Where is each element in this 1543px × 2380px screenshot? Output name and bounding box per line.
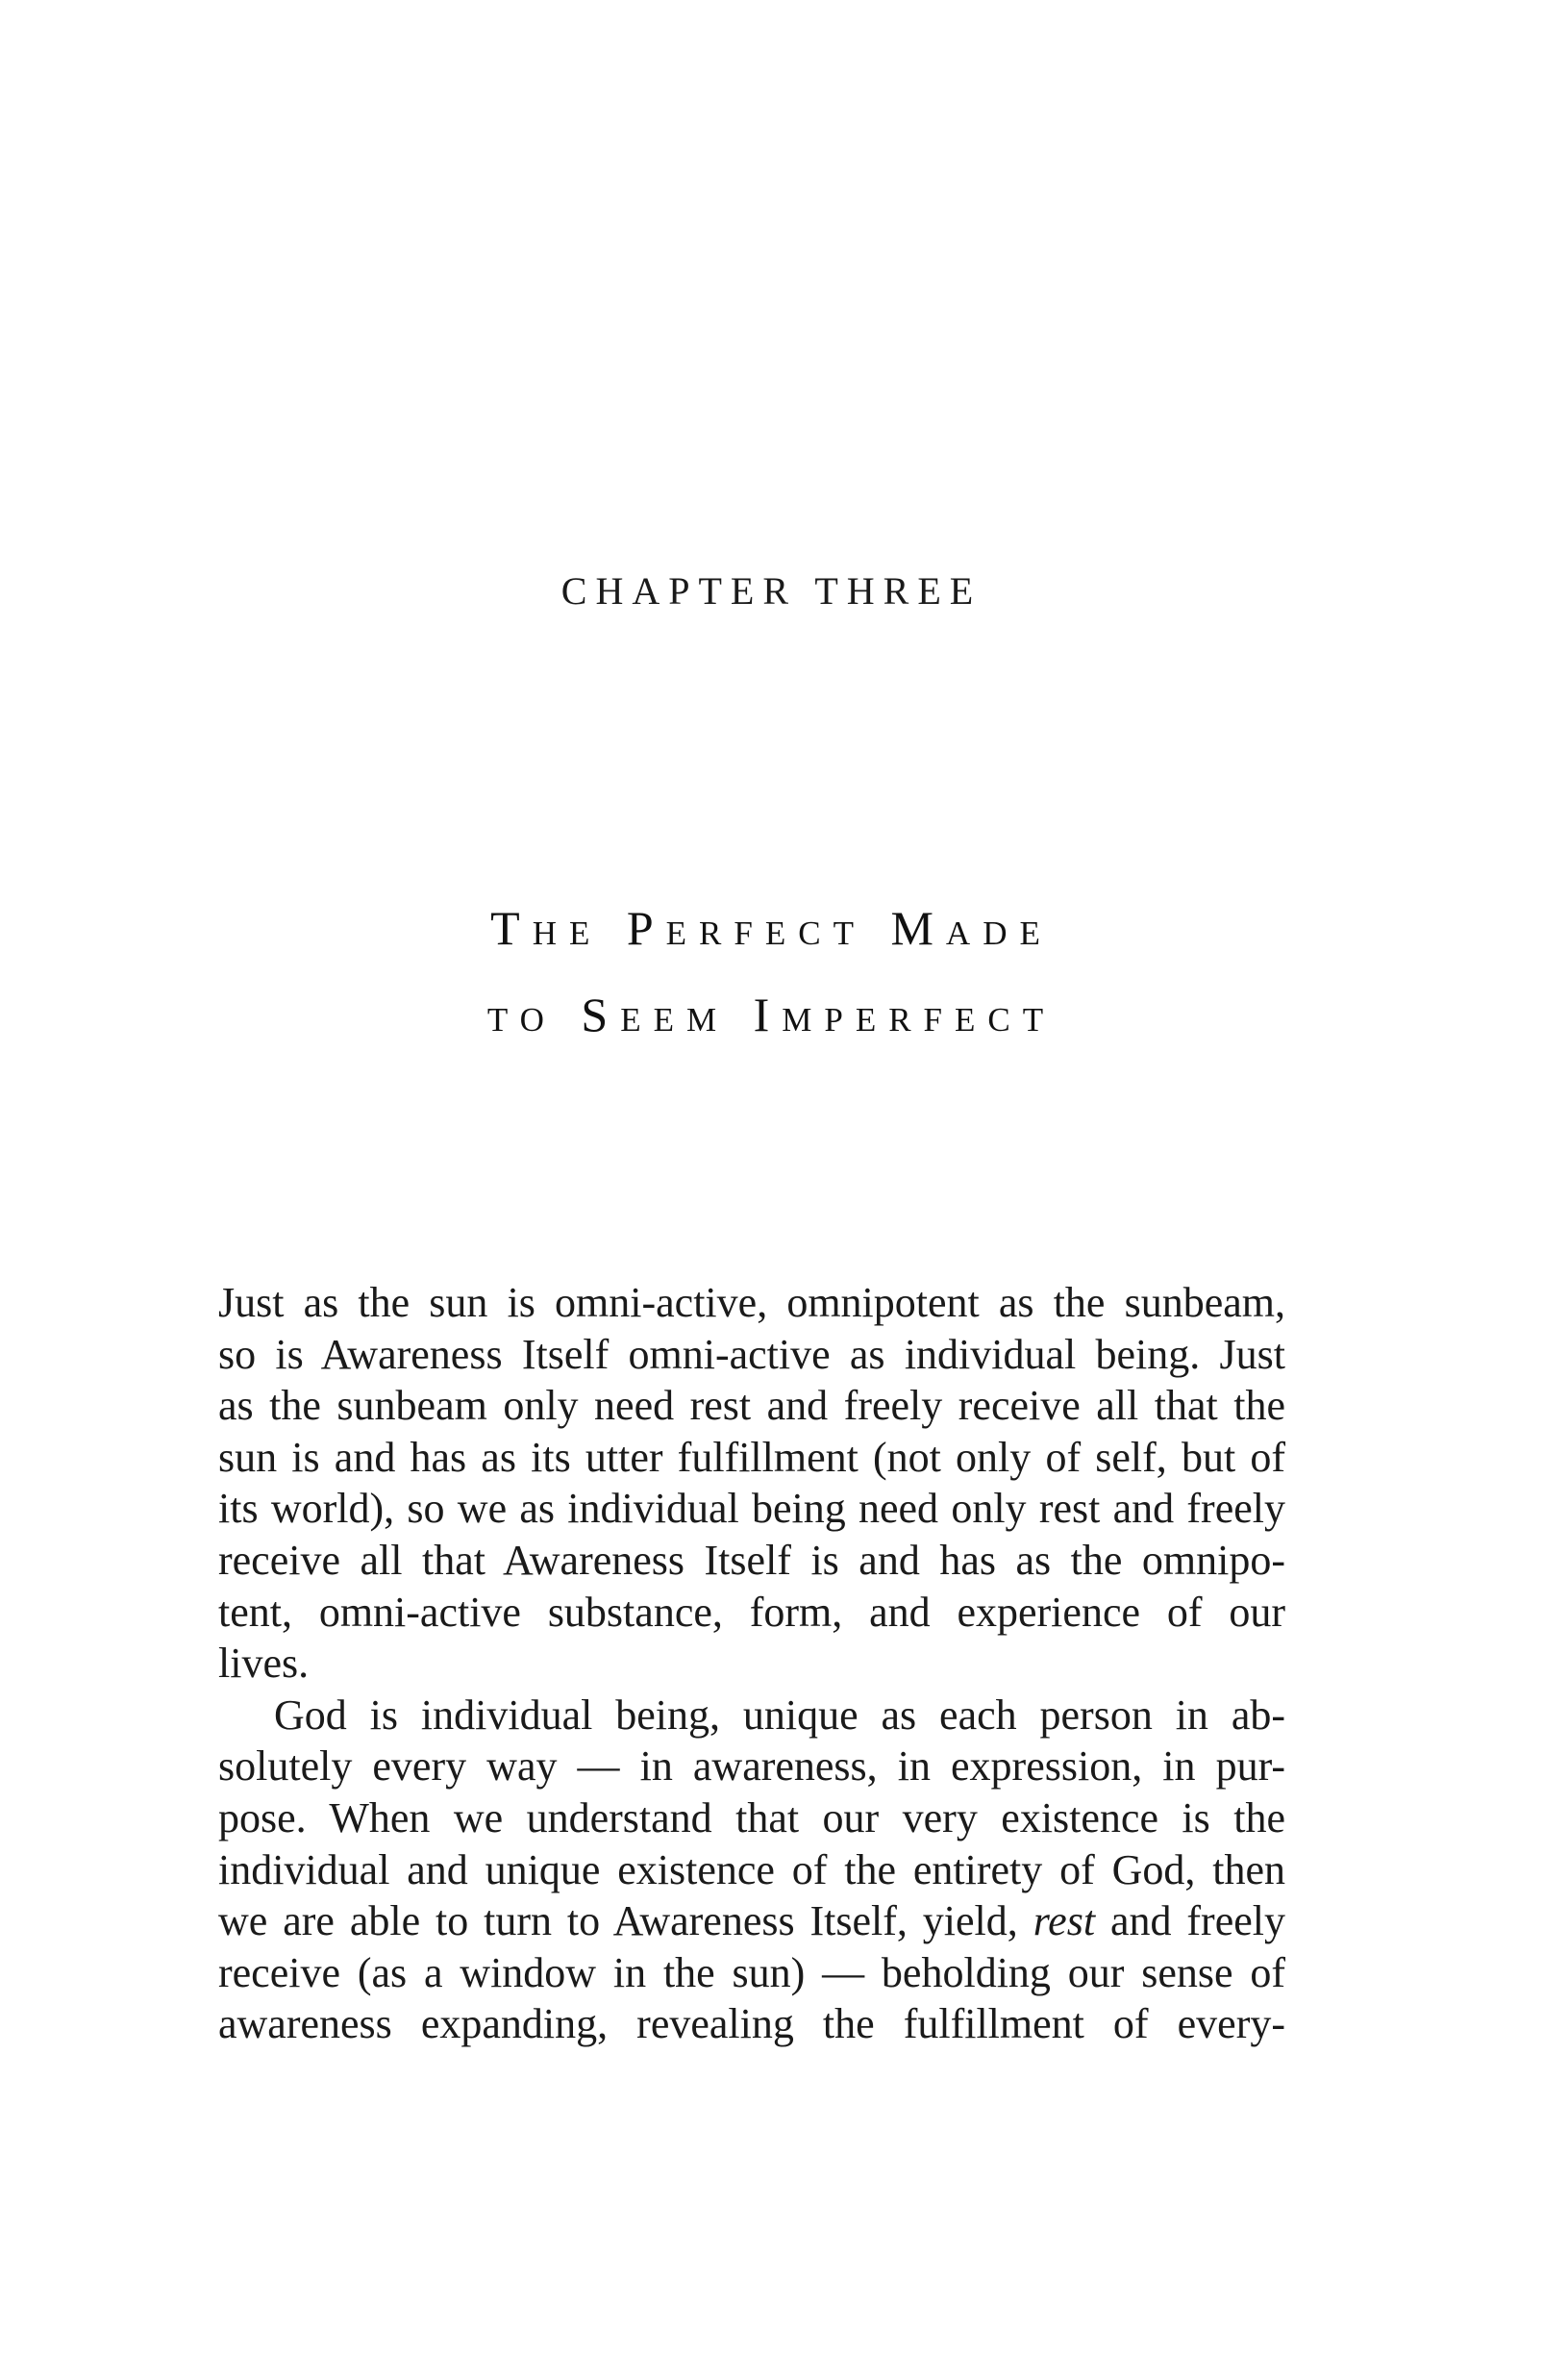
paragraph-1-line: receive all that Awareness Itself is and has as the omnipo- xyxy=(218,1536,1285,1584)
paragraph-2-line: awareness expanding, revealing the fulfillment of every- xyxy=(218,2000,1285,2048)
paragraph-2-line-5-after: and freely xyxy=(1095,1897,1285,1945)
paragraph-2-line: pose. When we understand that our very existence is the xyxy=(218,1793,1285,1841)
paragraph-1-line: as the sunbeam only need rest and freely receive all that the xyxy=(218,1382,1285,1430)
chapter-label: CHAPTER THREE xyxy=(560,569,983,613)
paragraph-2-line: individual and unique existence of the entirety of God, then xyxy=(218,1845,1285,1893)
paragraph-2-line: receive (as a window in the sun) — beholding our sense of xyxy=(218,1948,1285,1996)
paragraph-1-line: lives. xyxy=(218,1640,310,1688)
chapter-title-line-1: The Perfect Made xyxy=(490,901,1053,955)
paragraph-1-line: its world), so we as individual being need only rest and freely xyxy=(218,1485,1285,1533)
paragraph-2 xyxy=(218,1690,1285,2050)
paragraph-2-line: God is individual being, unique as each person in ab- xyxy=(274,1691,1285,1739)
paragraph-2-line: solutely every way — in awareness, in expression, in pur- xyxy=(218,1742,1285,1791)
paragraph-1-line: Just as the sun is omni-active, omnipotent as the sunbeam, xyxy=(218,1279,1285,1326)
paragraph-1-line: tent, omni-active substance, form, and experience of our xyxy=(218,1588,1285,1636)
paragraph-1-line: so is Awareness Itself omni-active as individual being. Just xyxy=(218,1330,1285,1378)
chapter-title xyxy=(0,885,1543,1058)
chapter-title-line-2: to Seem Imperfect xyxy=(486,988,1057,1041)
italic-rest: rest xyxy=(1033,1897,1096,1945)
paragraph-2-line-5-before: we are able to turn to Awareness Itself, yield, xyxy=(218,1897,1033,1945)
paragraph-1-line: sun is and has as its utter fulfillment (not only of self, but of xyxy=(218,1433,1285,1481)
body-text xyxy=(218,1277,1285,2050)
paragraph-2-line-with-italic xyxy=(218,1895,1285,1947)
paragraph-1 xyxy=(218,1277,1285,1690)
